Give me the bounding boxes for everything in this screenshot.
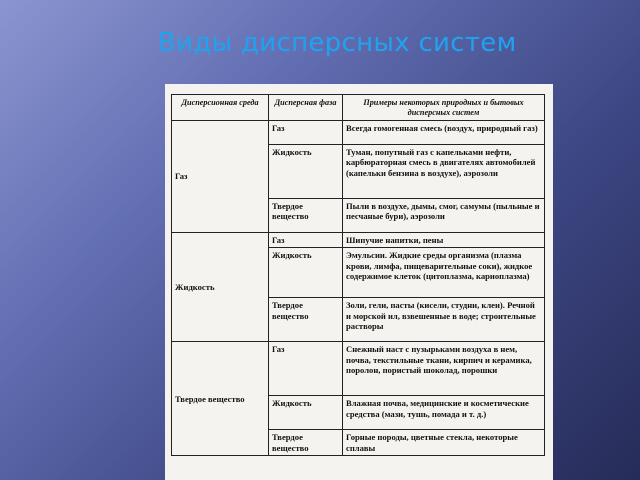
example-cell: Шипучие напитки, пены [343,233,545,248]
example-cell: Снежный наст с пузырьками воздуха в нем, почва, текстильные ткани, кирпич и керамика, поролон, пористый шоколад, порошки [343,342,545,396]
phase-cell: Газ [269,121,343,145]
phase-cell: Газ [269,342,343,396]
phase-cell: Твердое вещество [269,430,343,456]
table-image [165,84,553,480]
dispersed-systems-table [171,94,545,456]
slide-title: Виды дисперсных систем [158,28,517,58]
table-row [172,233,545,248]
table-row [172,121,545,145]
header-medium: Дисперсионная среда [172,95,269,121]
medium-cell: Твердое вещество [172,342,269,456]
example-cell: Влажная почва, медицинские и косметические средства (мази, тушь, помада и т. д.) [343,396,545,430]
example-cell: Золи, гели, пасты (кисели, студни, клеи). Речной и морской ил, взвешенные в воде; строительные растворы [343,298,545,342]
phase-cell: Твердое вещество [269,199,343,233]
phase-cell: Газ [269,233,343,248]
example-cell: Пыли в воздухе, дымы, смог, самумы (пыльные и песчаные бури), аэрозоли [343,199,545,233]
example-cell: Эмульсии. Жидкие среды организма (плазма крови, лимфа, пищеварительные соки), жидкое содержимое клеток (цитоплазма, кариоплазма) [343,248,545,298]
phase-cell: Жидкость [269,396,343,430]
example-cell: Туман, попутный газ с капельками нефти, карбюраторная смесь в двигателях автомобилей (капельки бензина в воздухе), аэрозоли [343,145,545,199]
table-header-row [172,95,545,121]
header-phase: Дисперсная фаза [269,95,343,121]
phase-cell: Твердое вещество [269,298,343,342]
example-cell: Всегда гомогенная смесь (воздух, природный газ) [343,121,545,145]
header-examples: Примеры некоторых природных и бытовых дисперсных систем [343,95,545,121]
example-cell: Горные породы, цветные стекла, некоторые сплавы [343,430,545,456]
table-row [172,342,545,396]
medium-cell: Газ [172,121,269,233]
medium-cell: Жидкость [172,233,269,342]
phase-cell: Жидкость [269,248,343,298]
phase-cell: Жидкость [269,145,343,199]
